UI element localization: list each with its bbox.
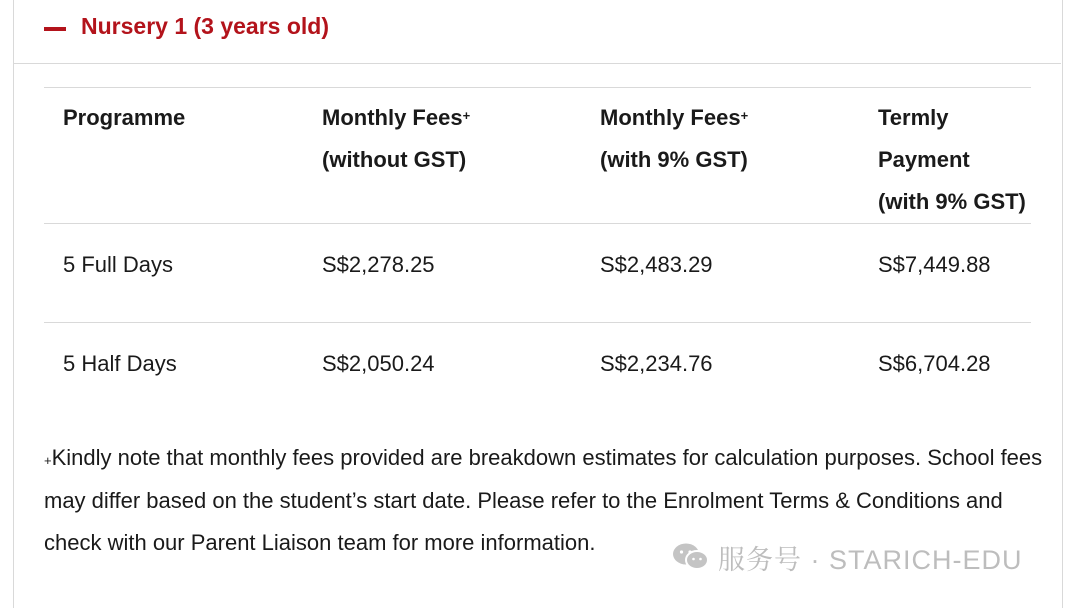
header-line1: Monthly Fees (322, 105, 463, 130)
header-line1: Monthly Fees (600, 105, 741, 130)
cell-monthly-without-gst: S$2,050.24 (322, 351, 435, 376)
header-line1: Programme (63, 105, 186, 130)
cell-programme: 5 Full Days (63, 252, 174, 277)
header-line1: Termly Payment (878, 105, 970, 172)
column-header-monthly-fees-with-gst (581, 88, 859, 224)
accordion-header-nursery-1[interactable] (13, 0, 1061, 64)
header-line2: (with 9% GST) (600, 147, 748, 172)
cell-monthly-with-gst: S$2,483.29 (600, 252, 713, 277)
column-header-programme (44, 88, 303, 224)
fees-footnote (44, 437, 1054, 565)
fees-table (44, 87, 1031, 422)
footnote-marker: + (462, 108, 471, 123)
footnote-text: Kindly note that monthly fees provided are breakdown estimates for calculation purposes. School fees may differ based on the student’s start date. Please refer to the Enrolment Terms & Conditions and check with our Parent Liaison team for more information. (44, 445, 1043, 555)
column-header-termly-payment (859, 88, 1031, 224)
minus-icon[interactable] (44, 27, 66, 31)
cell-monthly-with-gst: S$2,234.76 (600, 351, 713, 376)
table-row (44, 224, 1031, 323)
cell-termly-payment: S$7,449.88 (878, 252, 991, 277)
table-header-row (44, 88, 1031, 224)
header-line2: (with 9% GST) (878, 189, 1026, 214)
watermark-text: 服务号 · STARICH-EDU (718, 544, 1023, 575)
column-header-monthly-fees-without-gst (303, 88, 581, 224)
footnote-marker: + (740, 108, 749, 123)
header-line2: (without GST) (322, 147, 467, 172)
accordion-title: Nursery 1 (3 years old) (81, 13, 330, 39)
cell-monthly-without-gst: S$2,278.25 (322, 252, 435, 277)
footnote-marker: + (44, 453, 52, 468)
table-row (44, 323, 1031, 422)
cell-termly-payment: S$6,704.28 (878, 351, 991, 376)
cell-programme: 5 Half Days (63, 351, 177, 376)
